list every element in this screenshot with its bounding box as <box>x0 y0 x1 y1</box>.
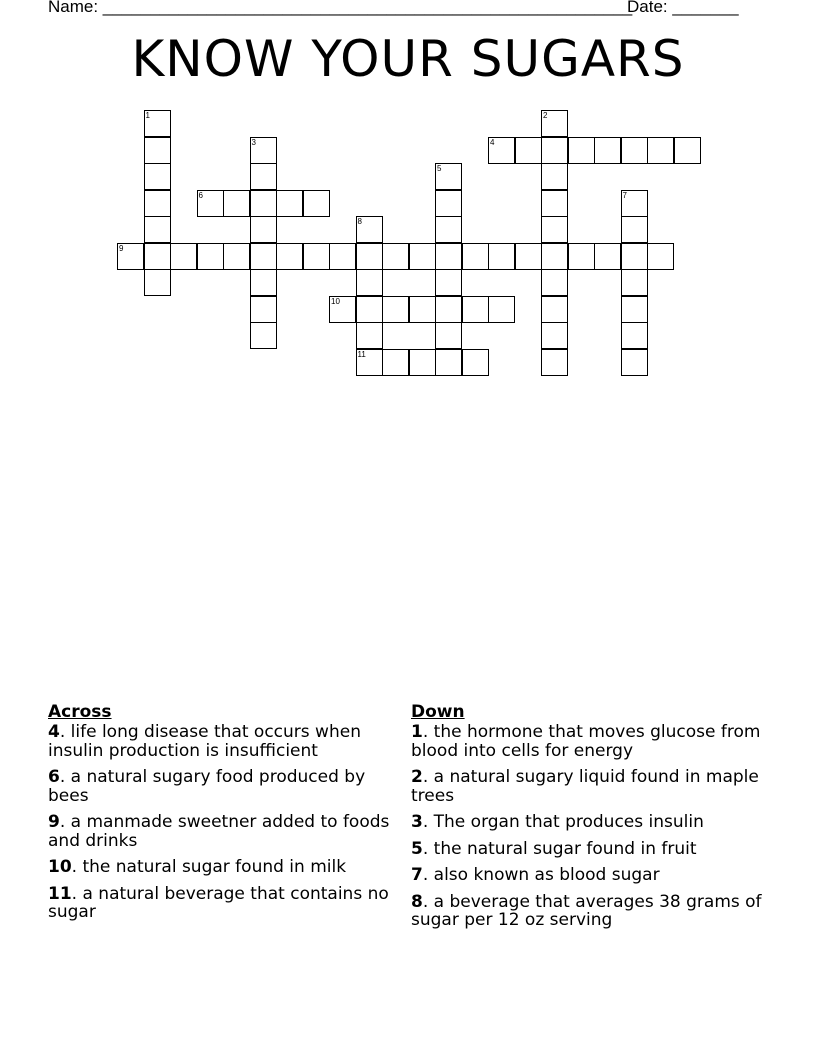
grid-cell[interactable] <box>356 349 383 376</box>
clue-number: 9 <box>48 812 60 832</box>
grid-cell[interactable] <box>382 243 409 270</box>
grid-cell[interactable] <box>435 322 462 349</box>
clue-number: 1 <box>411 722 423 742</box>
clue-text: . also known as blood sugar <box>422 865 660 885</box>
grid-cell[interactable] <box>382 296 409 323</box>
clue-number: 8 <box>411 891 423 912</box>
down-clues <box>411 702 771 938</box>
grid-cell[interactable] <box>223 243 250 270</box>
grid-cell[interactable] <box>382 349 409 376</box>
grid-cell[interactable] <box>144 163 171 190</box>
name-field-label: Name: ________________________________________________________ <box>48 0 633 16</box>
across-clues <box>48 702 400 930</box>
grid-cell[interactable] <box>568 243 595 270</box>
across-clue-9 <box>48 813 400 850</box>
grid-cell[interactable] <box>515 243 542 270</box>
cell-number: 9 <box>119 243 124 253</box>
clue-text: . a natural beverage that contains no sugar <box>48 883 389 922</box>
across-clue-6 <box>48 768 400 805</box>
grid-cell[interactable] <box>621 190 648 217</box>
grid-cell[interactable] <box>250 296 277 323</box>
grid-cell[interactable] <box>197 243 224 270</box>
grid-cell[interactable] <box>621 137 648 164</box>
grid-cell[interactable] <box>568 137 595 164</box>
page-title: KNOW YOUR SUGARS <box>131 30 685 88</box>
grid-cell[interactable] <box>541 216 568 243</box>
clue-text: . The organ that produces insulin <box>422 812 704 832</box>
grid-cell[interactable] <box>621 296 648 323</box>
clue-number: 6 <box>48 767 60 787</box>
grid-cell[interactable] <box>144 137 171 164</box>
grid-cell[interactable] <box>356 216 383 243</box>
clue-text: . a beverage that averages 38 grams of sugar per 12 oz serving <box>411 891 762 930</box>
grid-cell[interactable] <box>621 269 648 296</box>
grid-cell[interactable] <box>621 243 648 270</box>
grid-cell[interactable] <box>250 269 277 296</box>
clue-text: . a natural sugary food produced by bees <box>48 767 366 806</box>
grid-cell[interactable] <box>621 216 648 243</box>
cell-number: 11 <box>357 349 366 359</box>
cell-number: 10 <box>331 296 340 306</box>
grid-cell[interactable] <box>462 296 489 323</box>
grid-cell[interactable] <box>329 296 356 323</box>
grid-cell[interactable] <box>329 243 356 270</box>
down-clue-2 <box>411 768 771 805</box>
grid-cell[interactable] <box>250 322 277 349</box>
grid-cell[interactable] <box>409 349 436 376</box>
grid-cell[interactable] <box>594 243 621 270</box>
down-clue-5 <box>411 840 771 859</box>
grid-cell[interactable] <box>356 269 383 296</box>
clue-text: . a natural sugary liquid found in maple trees <box>411 767 759 806</box>
grid-cell[interactable] <box>276 190 303 217</box>
grid-cell[interactable] <box>621 349 648 376</box>
grid-cell[interactable] <box>488 243 515 270</box>
clue-text: . a manmade sweetner added to foods and drinks <box>48 812 390 851</box>
clue-number: 4 <box>48 722 60 742</box>
grid-cell[interactable] <box>515 137 542 164</box>
grid-cell[interactable] <box>197 190 224 217</box>
grid-cell[interactable] <box>541 163 568 190</box>
clue-text: . life long disease that occurs when insulin production is insufficient <box>48 722 361 761</box>
cell-number: 8 <box>357 217 362 226</box>
grid-cell[interactable] <box>356 322 383 349</box>
grid-cell[interactable] <box>144 190 171 217</box>
grid-cell[interactable] <box>435 163 462 190</box>
grid-cell[interactable] <box>303 243 330 270</box>
grid-cell[interactable] <box>541 243 568 270</box>
grid-cell[interactable] <box>276 243 303 270</box>
date-field-label: Date: _______ <box>627 0 739 16</box>
grid-cell[interactable] <box>250 163 277 190</box>
clue-number: 5 <box>411 838 423 859</box>
grid-cell[interactable] <box>621 322 648 349</box>
grid-cell[interactable] <box>541 110 568 137</box>
clue-number: 7 <box>411 865 423 885</box>
grid-cell[interactable] <box>647 243 674 270</box>
grid-cell[interactable] <box>356 296 383 323</box>
grid-cell[interactable] <box>409 243 436 270</box>
grid-cell[interactable] <box>462 349 489 376</box>
grid-cell[interactable] <box>435 216 462 243</box>
down-heading: Down <box>411 702 465 722</box>
grid-cell[interactable] <box>541 137 568 164</box>
grid-cell[interactable] <box>223 190 250 217</box>
cell-number: 3 <box>251 137 256 147</box>
grid-cell[interactable] <box>435 269 462 296</box>
down-clue-8 <box>411 893 771 930</box>
grid-cell[interactable] <box>435 296 462 323</box>
clue-number: 3 <box>411 812 423 832</box>
cell-number: 5 <box>437 164 442 173</box>
cell-number: 2 <box>543 111 548 120</box>
grid-cell[interactable] <box>435 190 462 217</box>
across-clue-10 <box>48 858 400 877</box>
grid-cell[interactable] <box>170 243 197 270</box>
down-clue-7 <box>411 866 771 885</box>
grid-cell[interactable] <box>250 216 277 243</box>
cell-number: 1 <box>145 111 150 120</box>
grid-cell[interactable] <box>541 190 568 217</box>
grid-cell[interactable] <box>250 190 277 217</box>
down-clue-3 <box>411 813 771 832</box>
grid-cell[interactable] <box>541 349 568 376</box>
grid-cell[interactable] <box>356 243 383 270</box>
grid-cell[interactable] <box>250 243 277 270</box>
grid-cell[interactable] <box>144 110 171 137</box>
across-heading: Across <box>48 702 112 722</box>
cell-number: 4 <box>490 137 495 147</box>
clue-text: . the natural sugar found in fruit <box>422 838 697 859</box>
clue-number: 11 <box>48 883 72 904</box>
grid-cell[interactable] <box>117 243 144 270</box>
cell-number: 7 <box>622 190 627 200</box>
across-clue-4 <box>48 723 400 760</box>
grid-cell[interactable] <box>488 137 515 164</box>
grid-cell[interactable] <box>250 137 277 164</box>
grid-cell[interactable] <box>144 269 171 296</box>
across-clue-11 <box>48 885 400 922</box>
grid-cell[interactable] <box>462 243 489 270</box>
grid-cell[interactable] <box>674 137 701 164</box>
clue-text: . the hormone that moves glucose from blood into cells for energy <box>411 722 761 761</box>
down-clue-1 <box>411 723 771 760</box>
grid-cell[interactable] <box>541 322 568 349</box>
grid-cell[interactable] <box>144 216 171 243</box>
crossword-grid <box>0 0 816 400</box>
grid-cell[interactable] <box>435 349 462 376</box>
grid-cell[interactable] <box>488 296 515 323</box>
grid-cell[interactable] <box>647 137 674 164</box>
clue-number: 2 <box>411 767 423 787</box>
cell-number: 6 <box>198 190 203 200</box>
grid-cell[interactable] <box>435 243 462 270</box>
grid-cell[interactable] <box>409 296 436 323</box>
grid-cell[interactable] <box>144 243 171 270</box>
grid-cell[interactable] <box>541 269 568 296</box>
grid-cell[interactable] <box>594 137 621 164</box>
clue-number: 10 <box>48 857 72 877</box>
clue-text: . the natural sugar found in milk <box>71 857 347 877</box>
grid-cell[interactable] <box>303 190 330 217</box>
grid-cell[interactable] <box>541 296 568 323</box>
